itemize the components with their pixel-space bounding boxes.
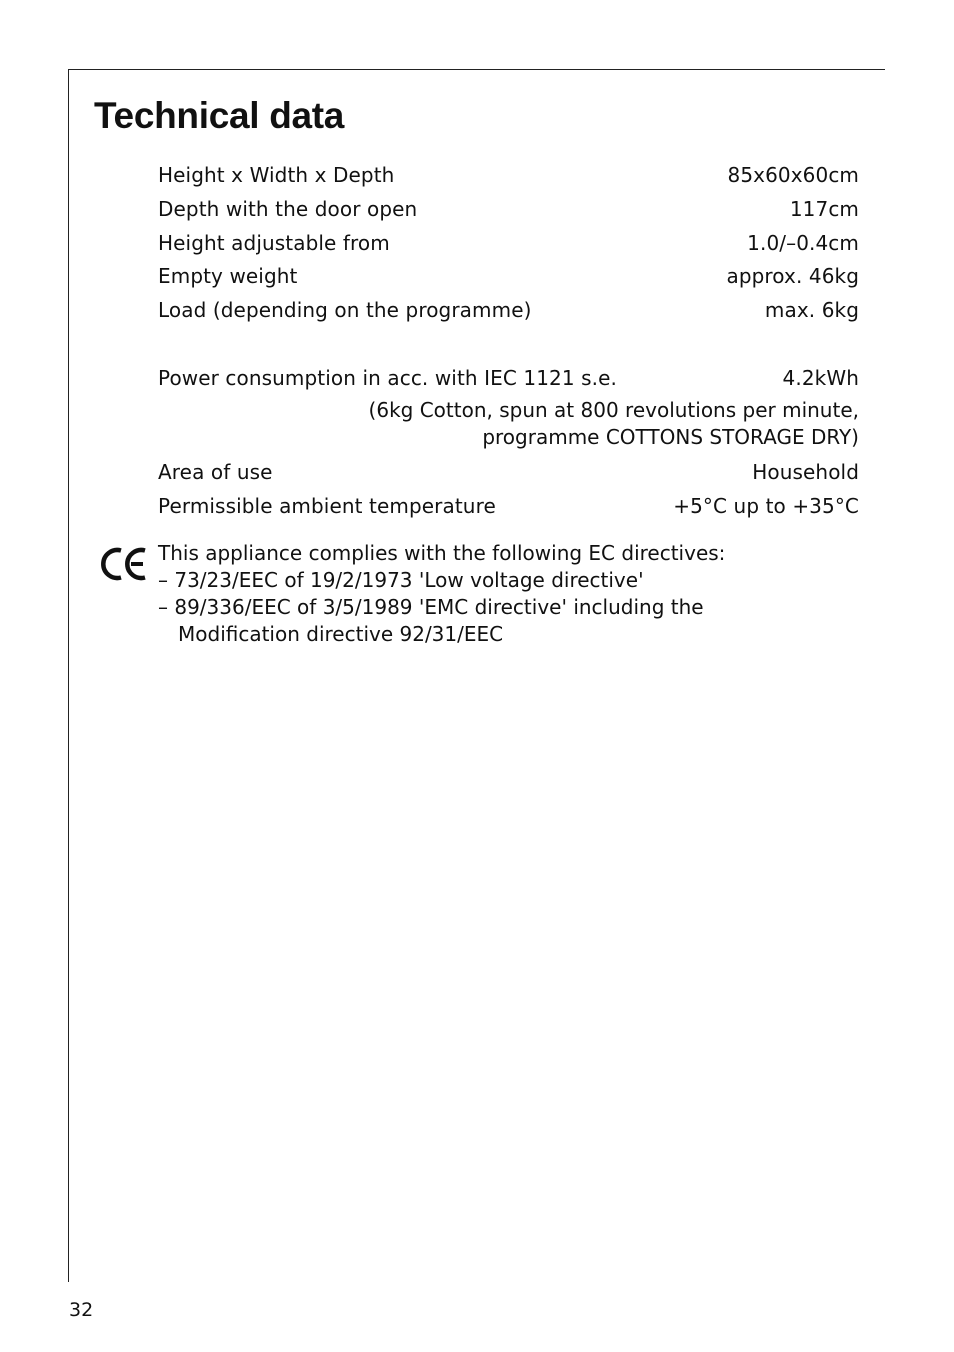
spec-row-area-of-use [158,458,859,486]
spec-value: 1.0/–0.4cm [747,231,859,255]
top-rule [69,69,885,70]
spec-row-ambient-temperature [158,492,859,520]
directive-item-continuation: Modification directive 92/31/EEC [178,622,504,646]
spec-label: Area of use [158,460,273,484]
directive-item: – 89/336/EEC of 3/5/1989 'EMC directive' including the [158,595,704,619]
spec-value: approx. 46kg [726,264,859,288]
spec-label: Depth with the door open [158,197,418,221]
spec-value: 85x60x60cm [727,163,859,187]
spec-value: +5°C up to +35°C [673,494,859,518]
spec-row-dimensions [158,161,859,189]
page-number: 32 [69,1299,94,1321]
spec-label: Load (depending on the programme) [158,298,532,322]
spec-row-load [158,296,859,324]
spec-label: Empty weight [158,264,298,288]
spec-value: 4.2kWh [782,366,859,390]
spec-row-empty-weight [158,262,859,290]
ec-directives [158,540,859,648]
spec-value: Household [752,460,859,484]
spec-row-power-consumption [158,364,859,392]
ce-mark-icon [98,542,152,586]
spec-value: 117cm [789,197,859,221]
spec-label: Height adjustable from [158,231,390,255]
note-line: programme COTTONS STORAGE DRY) [482,425,859,449]
directives-intro: This appliance complies with the following EC directives: [158,541,726,565]
directive-item: – 73/23/EEC of 19/2/1973 'Low voltage directive' [158,568,644,592]
spec-label: Height x Width x Depth [158,163,395,187]
power-consumption-note [158,397,859,451]
left-rule [68,69,69,1282]
page-title: Technical data [94,95,345,136]
spec-row-height-adjustable [158,229,859,257]
spec-label: Power consumption in acc. with IEC 1121 s.e. [158,366,617,390]
spec-label: Permissible ambient temperature [158,494,496,518]
spec-row-depth-door-open [158,195,859,223]
note-line: (6kg Cotton, spun at 800 revolutions per minute, [368,398,859,422]
spec-value: max. 6kg [764,298,859,322]
